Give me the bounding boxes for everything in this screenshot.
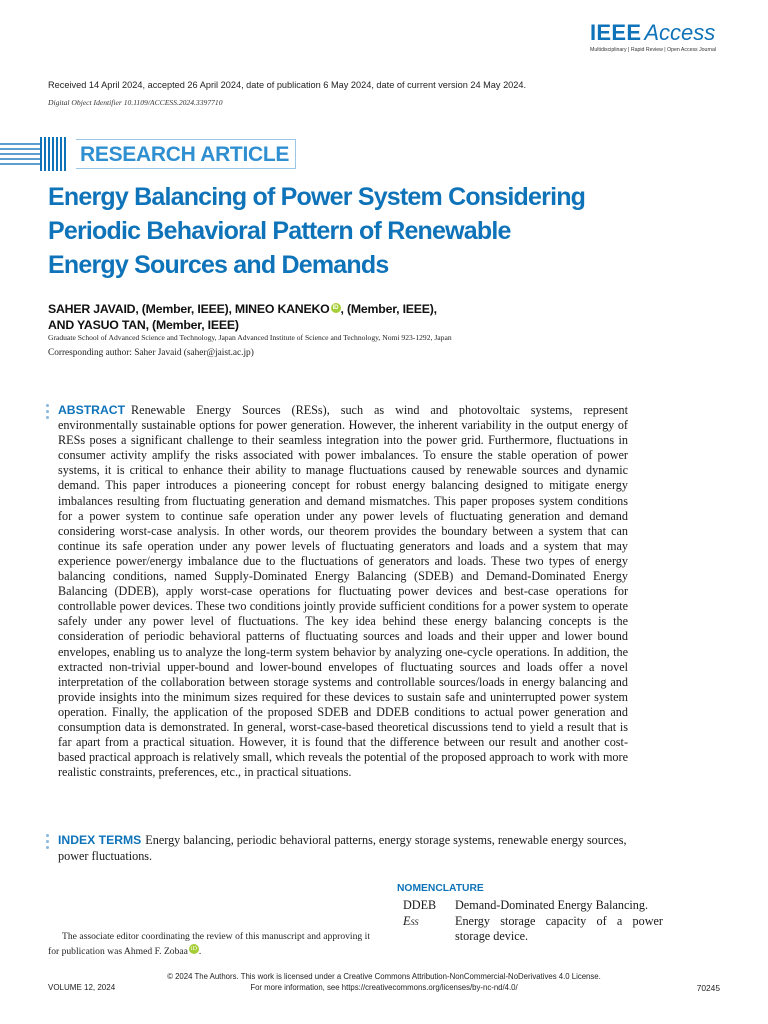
license-notice: © 2024 The Authors. This work is licensed under a Creative Commons Attribution-NonCommercial-NoDerivatives 4.0 License. For more information, see https://creativecommons.org/licenses/by-nc-nd/4.0/ — [167, 972, 601, 992]
affiliation: Graduate School of Advanced Science and Technology, Japan Advanced Institute of Science and Technology, Nomi 923-1292, Japan — [48, 333, 452, 342]
publication-dates: Received 14 April 2024, accepted 26 April 2024, date of publication 6 May 2024, date of current version 24 May 2024. — [48, 80, 527, 90]
page-number: 70245 — [696, 983, 720, 993]
title-line: Energy Balancing of Power System Considering — [48, 183, 586, 211]
nomenclature-list — [403, 898, 663, 945]
index-terms-label: INDEX TERMS — [58, 833, 142, 847]
editor-note: The associate editor coordinating the review of this manuscript and approving it for publication was Ahmed F. Zobaa iD . — [48, 931, 370, 957]
abstract — [58, 403, 628, 780]
abstract-label: ABSTRACT — [58, 403, 126, 417]
author-list: SAHER JAVAID, (Member, IEEE), MINEO KANEKO iD , (Member, IEEE), AND YASUO TAN, (Member, IEEE) — [48, 302, 437, 332]
section-marker-icon — [46, 834, 50, 852]
volume-label: VOLUME 12, 2024 — [48, 983, 116, 992]
logo-wordmark: IEEE Access — [590, 20, 716, 45]
nomenclature-item: ESS Energy storage capacity of a power storage device. — [403, 913, 663, 943]
doi: Digital Object Identifier 10.1109/ACCESS.2024.3397710 — [48, 98, 223, 107]
article-type-label: RESEARCH ARTICLE — [76, 139, 296, 169]
logo-tagline: Multidisciplinary | Rapid Review | Open Access Journal — [590, 47, 717, 53]
nomenclature-heading: NOMENCLATURE — [397, 883, 484, 894]
orcid-icon[interactable]: iD — [331, 303, 341, 313]
section-marker-icon — [46, 404, 50, 422]
abstract-text: Renewable Energy Sources (RESs), such as wind and photovoltaic systems, represent environmentally sustainable options for power generation. However, the inherent variability in the output energy of RESs poses a significant challenge to their seamless integration into the power grid. Furthermore, fluctuations in consumer activity amplify the risks associated with power imbalances. To ensure the stable operation of power systems, it is critical to enhance their ability to manage fluctuations caused by renewable sources and dynamic demand. This paper introduces a pioneering concept for robust energy balancing designed to mitigate energy imbalances resulting from fluctuating generation and demand mismatches. This paper proposes system conditions for a power system to continue safe operation under any power levels of fluctuating generation and demand considering worst-case analysis. In other words, our theorem provides the boundary between a system that can continue its safe operation under any power levels of fluctuating generators and loads and a system that may experience power/energy imbalance due to the fluctuations of generators and loads. These two types of energy balancing conditions, named Supply-Dominated Energy Balancing (SDEB) and Demand-Dominated Energy Balancing (DDEB), apply worst-case operations for fluctuating power devices and best-case operations for controllable power devices. These two conditions jointly provide sufficient conditions for a power system to operate safely under any power level of fluctuations. The key idea behind these energy balancing concepts is the consideration of periodic behavioral patterns of fluctuating sources and loads and their upper and lower bound envelopes, enabling us to analyze the long-term system behavior by analyzing one-cycle operations. In addition, the extracted non-trivial upper-bound and lower-bound envelopes of fluctuating sources and loads offer a novel interpretation of the collaboration between storage systems and controllable sources/loads in energy balancing and provide insights into the minimum sizes required for these devices to sustain safe and uninterrupted power system operation. Finally, the application of the proposed SDEB and DDEB conditions to actual power generation and consumption data is demonstrated. In general, worst-case-based theoretical discussions tend to yield a result that is far apart from a practical situation. However, it is found that the difference between our result and another cost-based practical approach is relatively small, which reveals the potential of the proposed approach to work with more realistic constraints, preferences, etc., in practical situations. — [58, 403, 628, 780]
title-line: Energy Sources and Demands — [48, 251, 389, 279]
paper-title — [48, 180, 668, 282]
orcid-icon[interactable]: iD — [190, 946, 197, 952]
banner-stripes-icon — [0, 137, 72, 171]
index-terms — [58, 833, 628, 864]
corresponding-author: Corresponding author: Saher Javaid (saher@jaist.ac.jp) — [48, 348, 254, 358]
journal-logo — [590, 22, 716, 53]
nomenclature-item: DDEB Demand-Dominated Energy Balancing. — [403, 898, 649, 912]
title-line: Periodic Behavioral Pattern of Renewable — [48, 217, 511, 245]
index-terms-text: Energy balancing, periodic behavioral patterns, energy storage systems, renewable energy sources, power fluctuations. — [58, 833, 627, 863]
